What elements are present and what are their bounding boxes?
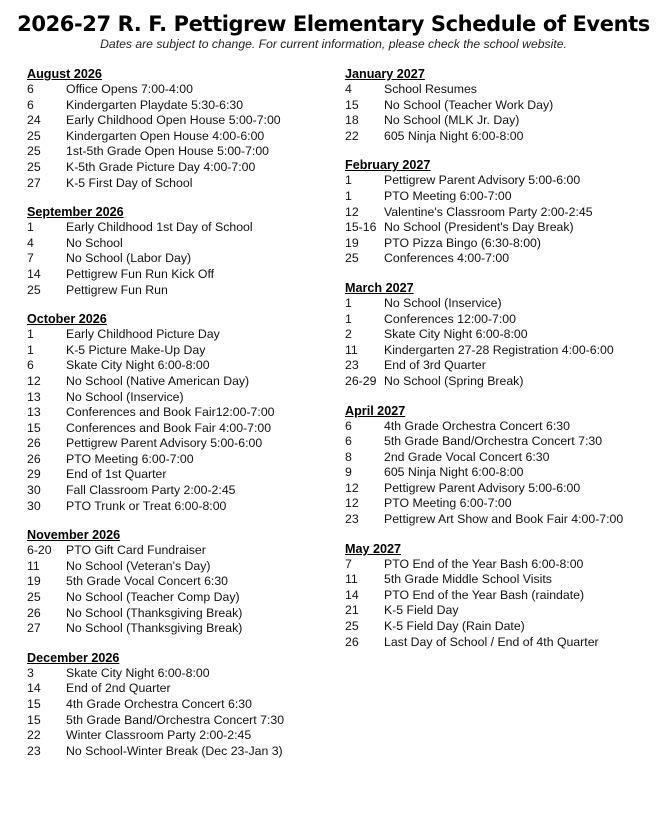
event-row — [27, 283, 327, 299]
event-description: School Resumes — [384, 82, 477, 96]
event-description: No School (Thanksgiving Break) — [66, 621, 243, 636]
event-row — [345, 296, 645, 312]
event-description: No School (Teacher Work Day) — [384, 97, 554, 112]
event-row — [345, 434, 645, 450]
event-description: 5th Grade Band/Orchestra Concert 7:30 — [66, 712, 285, 727]
event-description: K-5 Field Day — [384, 603, 459, 618]
event-row — [345, 98, 645, 114]
event-row — [345, 251, 645, 267]
event-row — [345, 635, 645, 651]
event-description: PTO Trunk or Treat 6:00-8:00 — [66, 498, 227, 513]
event-row — [27, 129, 327, 145]
month-heading: December 2026 — [27, 650, 120, 665]
event-row — [27, 621, 327, 637]
event-description: 5th Grade Band/Orchestra Concert 7:30 — [384, 434, 603, 449]
month-section — [345, 280, 645, 390]
event-description: 4th Grade Orchestra Concert 6:30 — [384, 418, 570, 433]
month-heading: September 2026 — [27, 205, 124, 220]
event-date: 12 — [345, 480, 359, 495]
event-description: End of 3rd Quarter — [384, 358, 486, 373]
event-date: 29 — [27, 467, 41, 482]
event-date: 7 — [27, 251, 34, 266]
event-date: 26 — [345, 634, 359, 649]
event-row — [345, 512, 645, 528]
event-description: Pettigrew Fun Run — [66, 282, 168, 297]
event-description: Early Childhood Picture Day — [66, 327, 220, 342]
event-description: PTO Meeting 6:00-7:00 — [384, 496, 512, 511]
month-section — [345, 66, 645, 144]
event-date: 27 — [27, 621, 41, 636]
event-row — [345, 236, 645, 252]
event-description: No School (Veteran's Day) — [66, 558, 211, 573]
event-date: 6 — [27, 97, 34, 112]
event-date: 18 — [345, 113, 359, 128]
event-description: No School (MLK Jr. Day) — [384, 113, 520, 128]
event-description: K-5th Grade Picture Day 4:00-7:00 — [66, 159, 256, 174]
event-row — [27, 666, 327, 682]
event-description: No School (Inservice) — [384, 295, 502, 310]
event-row — [345, 496, 645, 512]
event-date: 4 — [345, 82, 352, 96]
event-date: 6 — [345, 434, 352, 449]
event-description: Kindergarten 27-28 Registration 4:00-6:00 — [384, 342, 614, 357]
event-date: 19 — [345, 235, 359, 250]
event-description: Conferences 4:00-7:00 — [384, 251, 510, 266]
event-row — [345, 619, 645, 635]
event-date: 11 — [345, 572, 358, 587]
month-heading: November 2026 — [27, 528, 121, 543]
event-row — [345, 220, 645, 236]
page-title: 2026-27 R. F. Pettigrew Elementary Schedule of Events — [17, 12, 650, 36]
event-date: 14 — [345, 587, 359, 602]
event-row — [345, 603, 645, 619]
event-date: 12 — [27, 373, 41, 388]
event-date: 21 — [345, 603, 359, 618]
event-row — [345, 557, 645, 573]
month-section — [345, 157, 645, 267]
event-description: PTO End of the Year Bash (raindate) — [384, 587, 585, 602]
event-date: 25 — [345, 251, 359, 266]
event-row — [27, 421, 327, 437]
event-description: Winter Classroom Party 2:00-2:45 — [66, 728, 252, 743]
event-date: 19 — [27, 574, 41, 589]
event-row — [27, 436, 327, 452]
event-date: 7 — [345, 556, 352, 571]
event-date: 15-16 — [345, 220, 377, 235]
event-date: 24 — [27, 113, 41, 128]
event-row — [345, 129, 645, 145]
event-date: 25 — [27, 159, 41, 174]
event-date: 6 — [27, 358, 34, 373]
event-description: 605 Ninja Night 6:00-8:00 — [384, 128, 524, 143]
event-description: Last Day of School / End of 4th Quarter — [384, 634, 599, 649]
event-row — [27, 681, 327, 697]
month-section — [345, 541, 645, 651]
event-date: 26 — [27, 436, 41, 451]
month-heading: October 2026 — [27, 312, 107, 327]
event-row — [345, 358, 645, 374]
event-description: 5th Grade Vocal Concert 6:30 — [66, 574, 229, 589]
event-row — [27, 374, 327, 390]
event-row — [27, 499, 327, 515]
event-date: 13 — [27, 389, 41, 404]
event-row — [27, 405, 327, 421]
month-heading: April 2027 — [345, 403, 406, 418]
event-row — [27, 713, 327, 729]
event-date: 23 — [27, 743, 41, 758]
event-row — [27, 144, 327, 160]
event-row — [345, 450, 645, 466]
event-date: 14 — [27, 681, 41, 696]
event-description: Pettigrew Parent Advisory 5:00-6:00 — [384, 480, 581, 495]
event-description: Pettigrew Parent Advisory 5:00-6:00 — [66, 436, 263, 451]
event-description: Kindergarten Open House 4:00-6:00 — [66, 128, 265, 143]
event-description: PTO Gift Card Fundraiser — [66, 543, 206, 558]
event-date: 1 — [345, 188, 352, 203]
event-row — [27, 543, 327, 559]
event-row — [345, 173, 645, 189]
event-date: 25 — [27, 590, 41, 605]
event-date: 14 — [27, 266, 41, 281]
event-description: Conferences and Book Fair 4:00-7:00 — [66, 420, 272, 435]
event-description: Kindergarten Playdate 5:30-6:30 — [66, 97, 244, 112]
event-description: Skate City Night 6:00-8:00 — [384, 327, 528, 342]
event-row — [27, 390, 327, 406]
event-date: 6 — [345, 418, 352, 433]
event-row — [345, 113, 645, 129]
event-row — [345, 189, 645, 205]
event-date: 13 — [27, 405, 41, 420]
event-date: 23 — [345, 358, 359, 373]
event-row — [27, 697, 327, 713]
event-date: 3 — [27, 665, 34, 680]
event-row — [27, 220, 327, 236]
event-row — [27, 452, 327, 468]
event-row — [27, 744, 327, 760]
event-date: 26 — [27, 451, 41, 466]
event-row — [27, 606, 327, 622]
event-description: No School (Spring Break) — [384, 373, 524, 388]
event-description: Pettigrew Parent Advisory 5:00-6:00 — [384, 173, 581, 188]
event-date: 26-29 — [345, 373, 377, 388]
event-date: 1 — [345, 295, 352, 310]
event-row — [27, 327, 327, 343]
event-date: 1 — [27, 327, 34, 342]
event-date: 4 — [27, 235, 34, 250]
event-date: 25 — [27, 128, 41, 143]
event-description: Conferences 12:00-7:00 — [384, 311, 516, 326]
event-row — [27, 483, 327, 499]
event-description: 605 Ninja Night 6:00-8:00 — [384, 465, 524, 480]
event-date: 25 — [27, 144, 41, 159]
event-description: Office Opens 7:00-4:00 — [66, 82, 193, 96]
event-date: 12 — [345, 496, 359, 511]
event-date: 15 — [27, 697, 41, 711]
event-date: 22 — [345, 128, 359, 143]
event-description: 4th Grade Orchestra Concert 6:30 — [66, 697, 252, 711]
event-row — [345, 343, 645, 359]
event-description: No School (Native American Day) — [66, 373, 250, 388]
event-date: 15 — [27, 712, 41, 727]
event-description: PTO Meeting 6:00-7:00 — [66, 451, 194, 466]
event-description: End of 2nd Quarter — [66, 681, 171, 696]
event-description: Pettigrew Art Show and Book Fair 4:00-7:00 — [384, 512, 624, 527]
event-date: 15 — [345, 97, 359, 112]
right-column — [345, 66, 645, 663]
event-date: 1 — [27, 342, 34, 357]
event-row — [345, 588, 645, 604]
event-description: Valentine's Classroom Party 2:00-2:45 — [384, 204, 593, 219]
event-description: No School — [66, 235, 123, 250]
event-row — [345, 312, 645, 328]
event-date: 23 — [345, 512, 359, 527]
event-date: 8 — [345, 449, 352, 464]
event-description: Conferences and Book Fair12:00-7:00 — [66, 405, 275, 420]
month-heading: February 2027 — [345, 158, 431, 173]
event-description: Skate City Night 6:00-8:00 — [66, 358, 210, 373]
page-subtitle: Dates are subject to change. For current information, please check the school website. — [100, 37, 567, 51]
event-description: 1st-5th Grade Open House 5:00-7:00 — [66, 144, 270, 159]
event-row — [27, 559, 327, 575]
event-row — [27, 467, 327, 483]
event-row — [27, 358, 327, 374]
event-date: 15 — [27, 420, 41, 435]
event-date: 11 — [345, 342, 358, 357]
event-row — [27, 574, 327, 590]
event-description: Early Childhood Open House 5:00-7:00 — [66, 113, 281, 128]
event-description: 5th Grade Middle School Visits — [384, 572, 552, 587]
event-description: Pettigrew Fun Run Kick Off — [66, 266, 215, 281]
event-description: PTO End of the Year Bash 6:00-8:00 — [384, 556, 584, 571]
event-date: 27 — [27, 175, 41, 190]
event-row — [27, 236, 327, 252]
event-description: 2nd Grade Vocal Concert 6:30 — [384, 449, 550, 464]
event-date: 1 — [27, 220, 34, 235]
month-heading: May 2027 — [345, 541, 402, 556]
event-row — [27, 343, 327, 359]
event-description: K-5 First Day of School — [66, 175, 193, 190]
event-row — [27, 160, 327, 176]
event-date: 1 — [345, 173, 352, 188]
month-section — [345, 403, 645, 528]
event-row — [345, 82, 645, 98]
event-date: 1 — [345, 311, 352, 326]
event-date: 25 — [27, 282, 41, 297]
event-row — [345, 465, 645, 481]
event-date: 12 — [345, 204, 359, 219]
month-heading: March 2027 — [345, 280, 414, 295]
event-description: K-5 Picture Make-Up Day — [66, 342, 206, 357]
event-row — [345, 374, 645, 390]
event-date: 30 — [27, 483, 41, 498]
month-section — [27, 527, 327, 637]
month-section — [27, 311, 327, 514]
event-description: PTO Meeting 6:00-7:00 — [384, 188, 512, 203]
event-row — [345, 572, 645, 588]
month-heading: August 2026 — [27, 67, 102, 81]
event-date: 6 — [27, 82, 34, 96]
event-date: 30 — [27, 498, 41, 513]
event-description: No School (Teacher Comp Day) — [66, 590, 240, 605]
event-description: K-5 Field Day (Rain Date) — [384, 619, 525, 634]
event-date: 9 — [345, 465, 352, 480]
event-row — [27, 176, 327, 192]
event-date: 6-20 — [27, 543, 52, 558]
event-description: PTO Pizza Bingo (6:30-8:00) — [384, 235, 541, 250]
event-description: No School (President's Day Break) — [384, 220, 574, 235]
event-row — [345, 481, 645, 497]
event-description: Skate City Night 6:00-8:00 — [66, 665, 210, 680]
event-row — [27, 113, 327, 129]
event-date: 22 — [27, 728, 41, 743]
month-section — [27, 66, 327, 191]
left-column — [27, 66, 327, 772]
event-row — [27, 98, 327, 114]
event-row — [27, 590, 327, 606]
event-row — [27, 728, 327, 744]
event-description: No School (Labor Day) — [66, 251, 192, 266]
event-row — [345, 419, 645, 435]
event-description: No School (Thanksgiving Break) — [66, 605, 243, 620]
event-date: 2 — [345, 327, 352, 342]
event-date: 25 — [345, 619, 359, 634]
event-row — [27, 82, 327, 98]
event-date: 26 — [27, 605, 41, 620]
event-description: Fall Classroom Party 2:00-2:45 — [66, 483, 236, 498]
event-row — [345, 205, 645, 221]
event-description: No School (Inservice) — [66, 389, 184, 404]
event-row — [27, 251, 327, 267]
event-description: End of 1st Quarter — [66, 467, 167, 482]
month-heading: January 2027 — [345, 67, 425, 81]
event-date: 11 — [27, 558, 40, 573]
event-row — [27, 267, 327, 283]
event-description: No School-Winter Break (Dec 23-Jan 3) — [66, 743, 283, 758]
event-row — [345, 327, 645, 343]
event-description: Early Childhood 1st Day of School — [66, 220, 253, 235]
month-section — [27, 204, 327, 298]
month-section — [27, 650, 327, 760]
